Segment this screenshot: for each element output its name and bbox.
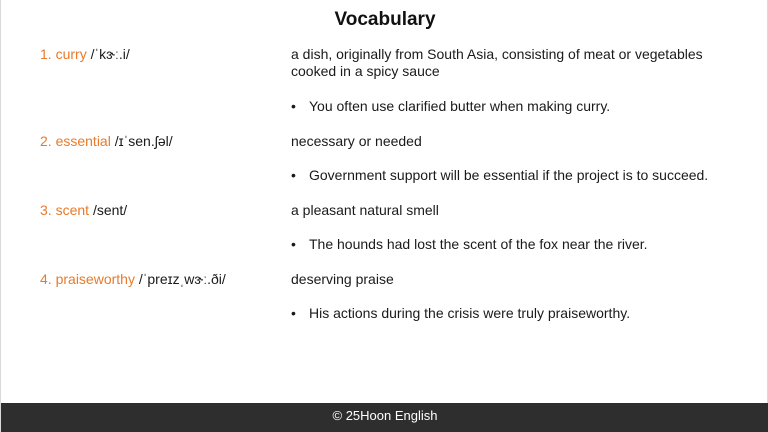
term-number: 2. bbox=[40, 133, 52, 149]
vocab-term bbox=[40, 271, 226, 287]
example-text: The hounds had lost the scent of the fox near the river. bbox=[309, 236, 648, 252]
bullet-marker: • bbox=[291, 305, 296, 321]
term-word: praiseworthy bbox=[55, 271, 135, 287]
footer-bar bbox=[1, 403, 768, 432]
example-text: You often use clarified butter when making curry. bbox=[309, 98, 611, 114]
term-definition: a pleasant natural smell bbox=[291, 202, 439, 218]
term-pronunciation: /ɪˈsen.ʃəl/ bbox=[114, 133, 173, 149]
term-definition: deserving praise bbox=[291, 271, 394, 287]
term-pronunciation: /ˈpreɪzˌwɝː.ði/ bbox=[138, 271, 226, 287]
term-example bbox=[291, 236, 648, 253]
example-text: His actions during the crisis were truly praiseworthy. bbox=[309, 305, 631, 321]
term-definition: a dish, originally from South Asia, consisting of meat or vegetables cooked in a spicy sauce bbox=[291, 46, 703, 79]
term-number: 4. bbox=[40, 271, 52, 287]
term-word: scent bbox=[55, 202, 90, 218]
bullet-marker: • bbox=[291, 98, 296, 114]
bullet-marker: • bbox=[291, 236, 296, 252]
example-text: Government support will be essential if the project is to succeed. bbox=[309, 167, 709, 183]
vocab-term bbox=[40, 133, 173, 149]
term-pronunciation: /sent/ bbox=[92, 202, 128, 218]
term-word: essential bbox=[55, 133, 111, 149]
term-definition: necessary or needed bbox=[291, 133, 422, 149]
term-word: curry bbox=[55, 46, 87, 62]
term-pronunciation: /ˈkɝː.i/ bbox=[90, 46, 130, 62]
vocab-term bbox=[40, 202, 127, 218]
term-number: 3. bbox=[40, 202, 52, 218]
bullet-marker: • bbox=[291, 167, 296, 183]
term-example bbox=[291, 305, 630, 322]
copyright-text: © 25Hoon English bbox=[332, 408, 438, 423]
term-example bbox=[291, 167, 708, 184]
page-title: Vocabulary bbox=[334, 9, 436, 30]
term-example bbox=[291, 98, 610, 115]
term-number: 1. bbox=[40, 46, 52, 62]
vocab-term bbox=[40, 46, 130, 62]
